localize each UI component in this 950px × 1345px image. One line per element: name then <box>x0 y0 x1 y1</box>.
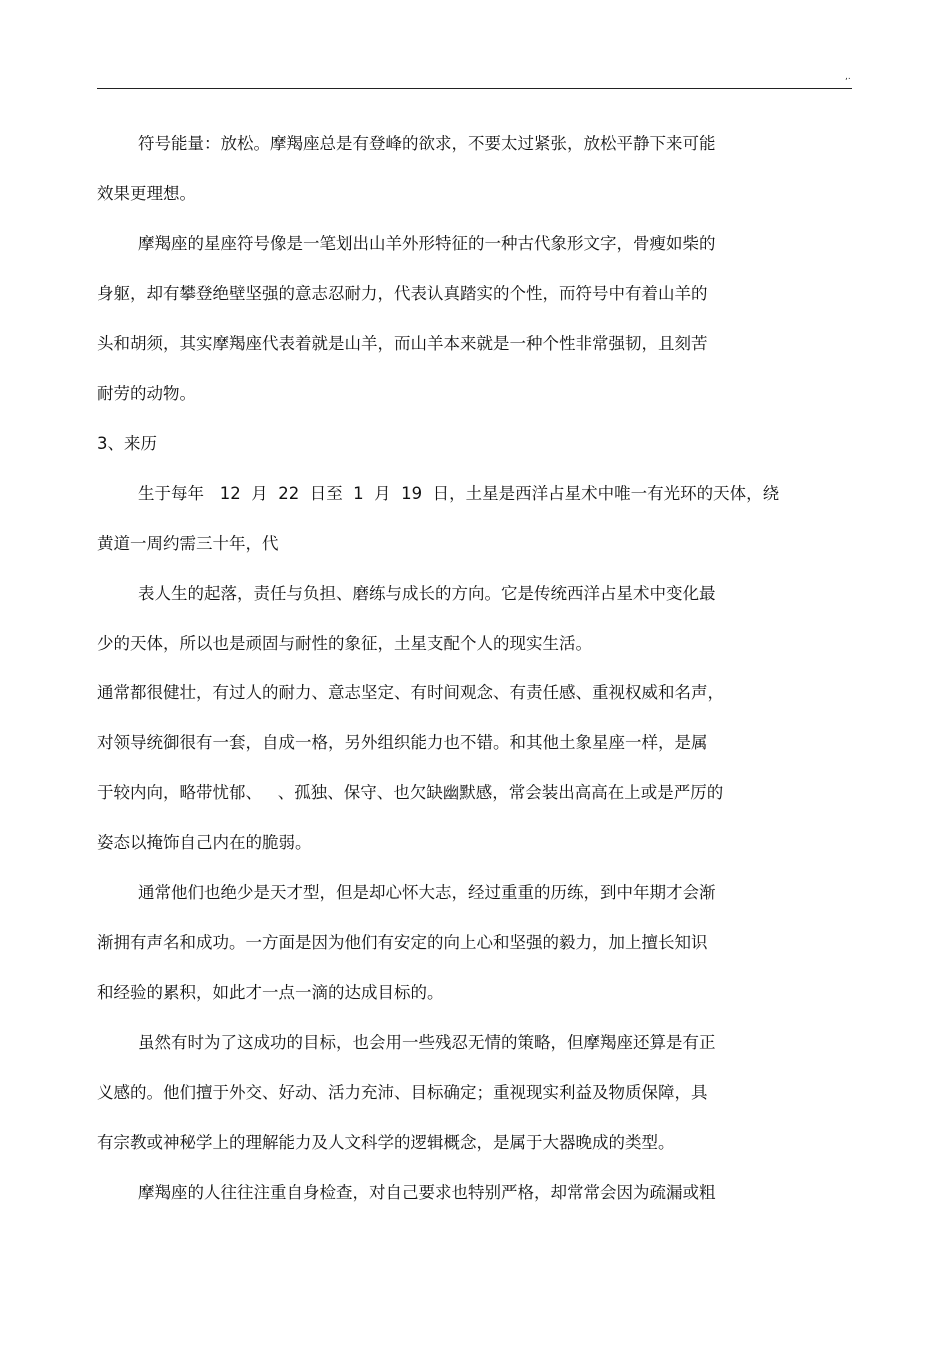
text-line: 通常他们也绝少是天才型，但是却心怀大志，经过重重的历练，到中年期才会渐 <box>138 883 716 902</box>
text-line: 和经验的累积，如此才一点一滴的达成目标的。 <box>97 983 444 1002</box>
section-heading: 3、来历 <box>97 434 157 453</box>
text-line: 符号能量：放松。摩羯座总是有登峰的欲求，不要太过紧张，放松平静下来可能 <box>138 134 716 153</box>
text-line: 黄道一周约需三十年，代 <box>97 534 279 553</box>
text-line: 表人生的起落，责任与负担、磨练与成长的方向。它是传统西洋占星术中变化最 <box>138 584 716 603</box>
text-line: 有宗教或神秘学上的理解能力及人文科学的逻辑概念，是属于大器晚成的类型。 <box>97 1133 675 1152</box>
text-line: 身躯，却有攀登绝壁坚强的意志忍耐力，代表认真踏实的个性，而符号中有着山羊的 <box>97 284 708 303</box>
text-line: 虽然有时为了这成功的目标，也会用一些残忍无情的策略，但摩羯座还算是有正 <box>138 1033 716 1052</box>
text-line: 摩羯座的星座符号像是一笔划出山羊外形特征的一种古代象形文字，骨瘦如柴的 <box>138 234 716 253</box>
text-line: 通常都很健壮，有过人的耐力、意志坚定、有时间观念、有责任感、重视权威和名声， <box>97 683 724 702</box>
header-mark: ,. <box>845 72 851 82</box>
text-line: 对领导统御很有一套，自成一格，另外组织能力也不错。和其他土象星座一样，是属 <box>97 733 708 752</box>
header-rule <box>97 88 852 89</box>
text-line: 少的天体，所以也是顽固与耐性的象征，土星支配个人的现实生活。 <box>97 634 592 653</box>
text-line: 渐拥有声名和成功。一方面是因为他们有安定的向上心和坚强的毅力，加上擅长知识 <box>97 933 708 952</box>
text-line: 义感的。他们擅于外交、好动、活力充沛、目标确定；重视现实利益及物质保障，具 <box>97 1083 708 1102</box>
text-line: 生于每年 12 月 22 日至 1 月 19 日，土星是西洋占星术中唯一有光环的天体，绕 <box>138 484 780 503</box>
text-line: 效果更理想。 <box>97 184 196 203</box>
text-line: 头和胡须，其实摩羯座代表着就是山羊，而山羊本来就是一种个性非常强韧，且刻苦 <box>97 334 708 353</box>
text-line: 耐劳的动物。 <box>97 384 196 403</box>
text-line: 摩羯座的人往往注重自身检查，对自己要求也特别严格，却常常会因为疏漏或粗 <box>138 1183 716 1202</box>
text-line: 姿态以掩饰自己内在的脆弱。 <box>97 833 312 852</box>
text-line: 于较内向，略带忧郁、 、孤独、保守、也欠缺幽默感，常会装出高高在上或是严厉的 <box>97 783 724 802</box>
